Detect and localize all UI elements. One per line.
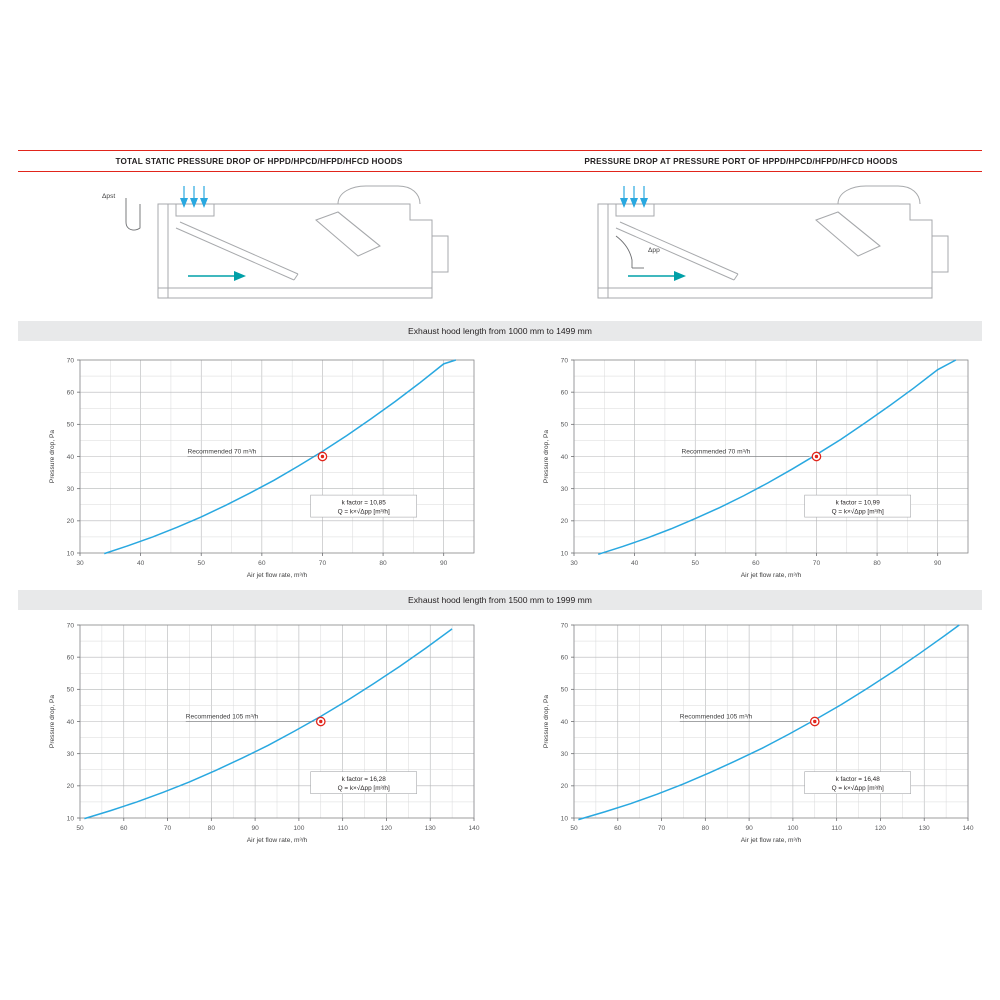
svg-text:120: 120 — [874, 825, 886, 832]
svg-text:10: 10 — [560, 550, 568, 558]
svg-text:70: 70 — [66, 357, 74, 365]
svg-text:60: 60 — [560, 654, 568, 662]
hood-cross-section-total-static — [80, 176, 460, 308]
chart-total-static-1500-1999 — [18, 613, 488, 858]
svg-text:110: 110 — [337, 825, 348, 832]
svg-text:90: 90 — [934, 560, 942, 567]
svg-text:100: 100 — [293, 825, 305, 832]
svg-text:70: 70 — [163, 825, 172, 832]
recommended-point-marker — [321, 455, 324, 458]
chart-pressure-port-1500-1999 — [512, 613, 982, 858]
svg-text:70: 70 — [812, 560, 821, 567]
schematic-right-label: Δpp — [648, 247, 660, 254]
svg-text:40: 40 — [66, 718, 74, 726]
svg-text:110: 110 — [831, 825, 842, 832]
svg-text:120: 120 — [380, 825, 392, 832]
recommended-annotation: Recommended 105 m³/h — [185, 713, 259, 721]
svg-text:Air jet flow rate, m³/h: Air jet flow rate, m³/h — [246, 572, 308, 579]
svg-text:50: 50 — [560, 686, 568, 694]
svg-text:100: 100 — [787, 825, 799, 832]
svg-text:50: 50 — [570, 825, 578, 832]
section-bar-1000-1499 — [18, 321, 982, 341]
svg-text:60: 60 — [120, 825, 128, 832]
svg-text:k factor = 10,85: k factor = 10,85 — [341, 499, 386, 507]
svg-text:10: 10 — [66, 550, 74, 558]
svg-text:80: 80 — [873, 560, 881, 567]
svg-text:60: 60 — [752, 560, 760, 567]
chart-br-svg — [512, 613, 982, 858]
section-bar-1-label: Exhaust hood length from 1000 mm to 1499 mm — [408, 326, 592, 336]
svg-text:50: 50 — [66, 686, 74, 694]
svg-text:30: 30 — [570, 560, 578, 567]
header-left — [18, 151, 500, 171]
svg-text:50: 50 — [76, 825, 84, 832]
svg-text:50: 50 — [197, 560, 205, 567]
svg-text:50: 50 — [66, 421, 74, 429]
svg-text:Pressure drop, Pa: Pressure drop, Pa — [543, 694, 550, 749]
svg-text:70: 70 — [560, 622, 568, 630]
svg-text:130: 130 — [918, 825, 930, 832]
svg-text:40: 40 — [136, 560, 145, 567]
svg-text:60: 60 — [66, 389, 74, 397]
svg-text:k factor = 16,48: k factor = 16,48 — [835, 776, 880, 784]
chart-tl-svg — [18, 348, 488, 593]
svg-text:70: 70 — [318, 560, 327, 567]
section-bar-1500-1999 — [18, 590, 982, 610]
svg-text:60: 60 — [258, 560, 266, 567]
svg-text:30: 30 — [66, 486, 74, 494]
svg-text:20: 20 — [66, 518, 74, 526]
svg-text:40: 40 — [560, 453, 568, 461]
recommended-point-marker — [813, 720, 816, 723]
svg-text:10: 10 — [66, 815, 74, 823]
recommended-annotation: Recommended 105 m³/h — [679, 713, 753, 721]
svg-text:70: 70 — [560, 357, 568, 365]
svg-text:Q = k×√Δpp [m³/h]: Q = k×√Δpp [m³/h] — [831, 508, 884, 516]
svg-text:40: 40 — [66, 453, 74, 461]
svg-text:80: 80 — [379, 560, 387, 567]
recommended-annotation: Recommended 70 m³/h — [187, 448, 257, 456]
k-factor-box — [805, 772, 911, 794]
svg-text:90: 90 — [745, 825, 753, 832]
svg-text:50: 50 — [691, 560, 699, 567]
svg-text:Air jet flow rate, m³/h: Air jet flow rate, m³/h — [246, 837, 308, 844]
svg-text:60: 60 — [614, 825, 622, 832]
hood-cross-section-pressure-port — [580, 176, 960, 308]
k-factor-box — [311, 772, 417, 794]
svg-text:80: 80 — [207, 825, 216, 832]
svg-text:30: 30 — [76, 560, 84, 567]
chart-pressure-port-1000-1499 — [512, 348, 982, 593]
svg-text:40: 40 — [560, 718, 568, 726]
svg-text:130: 130 — [424, 825, 436, 832]
svg-text:Q = k×√Δpp [m³/h]: Q = k×√Δpp [m³/h] — [831, 785, 884, 793]
svg-text:20: 20 — [560, 783, 568, 791]
svg-text:Air jet flow rate, m³/h: Air jet flow rate, m³/h — [740, 837, 802, 844]
schematic-right — [580, 176, 960, 308]
header-right-title: PRESSURE DROP AT PRESSURE PORT OF HPPD/HPCD/HFPD/HFCD HOODS — [584, 156, 898, 166]
chart-tr-svg — [512, 348, 982, 593]
svg-text:Pressure drop, Pa: Pressure drop, Pa — [543, 429, 550, 484]
svg-text:Pressure drop, Pa: Pressure drop, Pa — [49, 694, 56, 749]
chart-bl-svg — [18, 613, 488, 858]
header-band — [18, 150, 982, 172]
svg-text:k factor = 10,99: k factor = 10,99 — [835, 499, 880, 507]
svg-text:60: 60 — [66, 654, 74, 662]
schematic-left — [80, 176, 460, 308]
svg-text:30: 30 — [560, 486, 568, 494]
svg-text:Pressure drop, Pa: Pressure drop, Pa — [49, 429, 56, 484]
svg-text:10: 10 — [560, 815, 568, 823]
svg-text:140: 140 — [468, 825, 480, 832]
svg-text:80: 80 — [701, 825, 710, 832]
svg-text:90: 90 — [251, 825, 259, 832]
svg-text:30: 30 — [560, 751, 568, 759]
svg-text:50: 50 — [560, 421, 568, 429]
svg-text:k factor = 16,28: k factor = 16,28 — [341, 776, 386, 784]
schematic-left-label: Δpst — [102, 193, 116, 200]
header-right — [500, 151, 982, 171]
svg-text:90: 90 — [440, 560, 448, 567]
k-factor-box — [805, 495, 911, 517]
svg-text:Q = k×√Δpp [m³/h]: Q = k×√Δpp [m³/h] — [337, 785, 390, 793]
svg-text:70: 70 — [66, 622, 74, 630]
svg-text:Air jet flow rate, m³/h: Air jet flow rate, m³/h — [740, 572, 802, 579]
svg-text:140: 140 — [962, 825, 974, 832]
svg-text:Q = k×√Δpp [m³/h]: Q = k×√Δpp [m³/h] — [337, 508, 390, 516]
svg-text:60: 60 — [560, 389, 568, 397]
k-factor-box — [311, 495, 417, 517]
section-bar-2-label: Exhaust hood length from 1500 mm to 1999 mm — [408, 595, 592, 605]
header-left-title: TOTAL STATIC PRESSURE DROP OF HPPD/HPCD/HFPD/HFCD HOODS — [115, 156, 403, 166]
svg-text:20: 20 — [66, 783, 74, 791]
chart-total-static-1000-1499 — [18, 348, 488, 593]
recommended-point-marker — [319, 720, 322, 723]
recommended-point-marker — [815, 455, 818, 458]
svg-text:30: 30 — [66, 751, 74, 759]
svg-text:70: 70 — [657, 825, 666, 832]
svg-text:40: 40 — [630, 560, 639, 567]
recommended-annotation: Recommended 70 m³/h — [681, 448, 751, 456]
svg-text:20: 20 — [560, 518, 568, 526]
